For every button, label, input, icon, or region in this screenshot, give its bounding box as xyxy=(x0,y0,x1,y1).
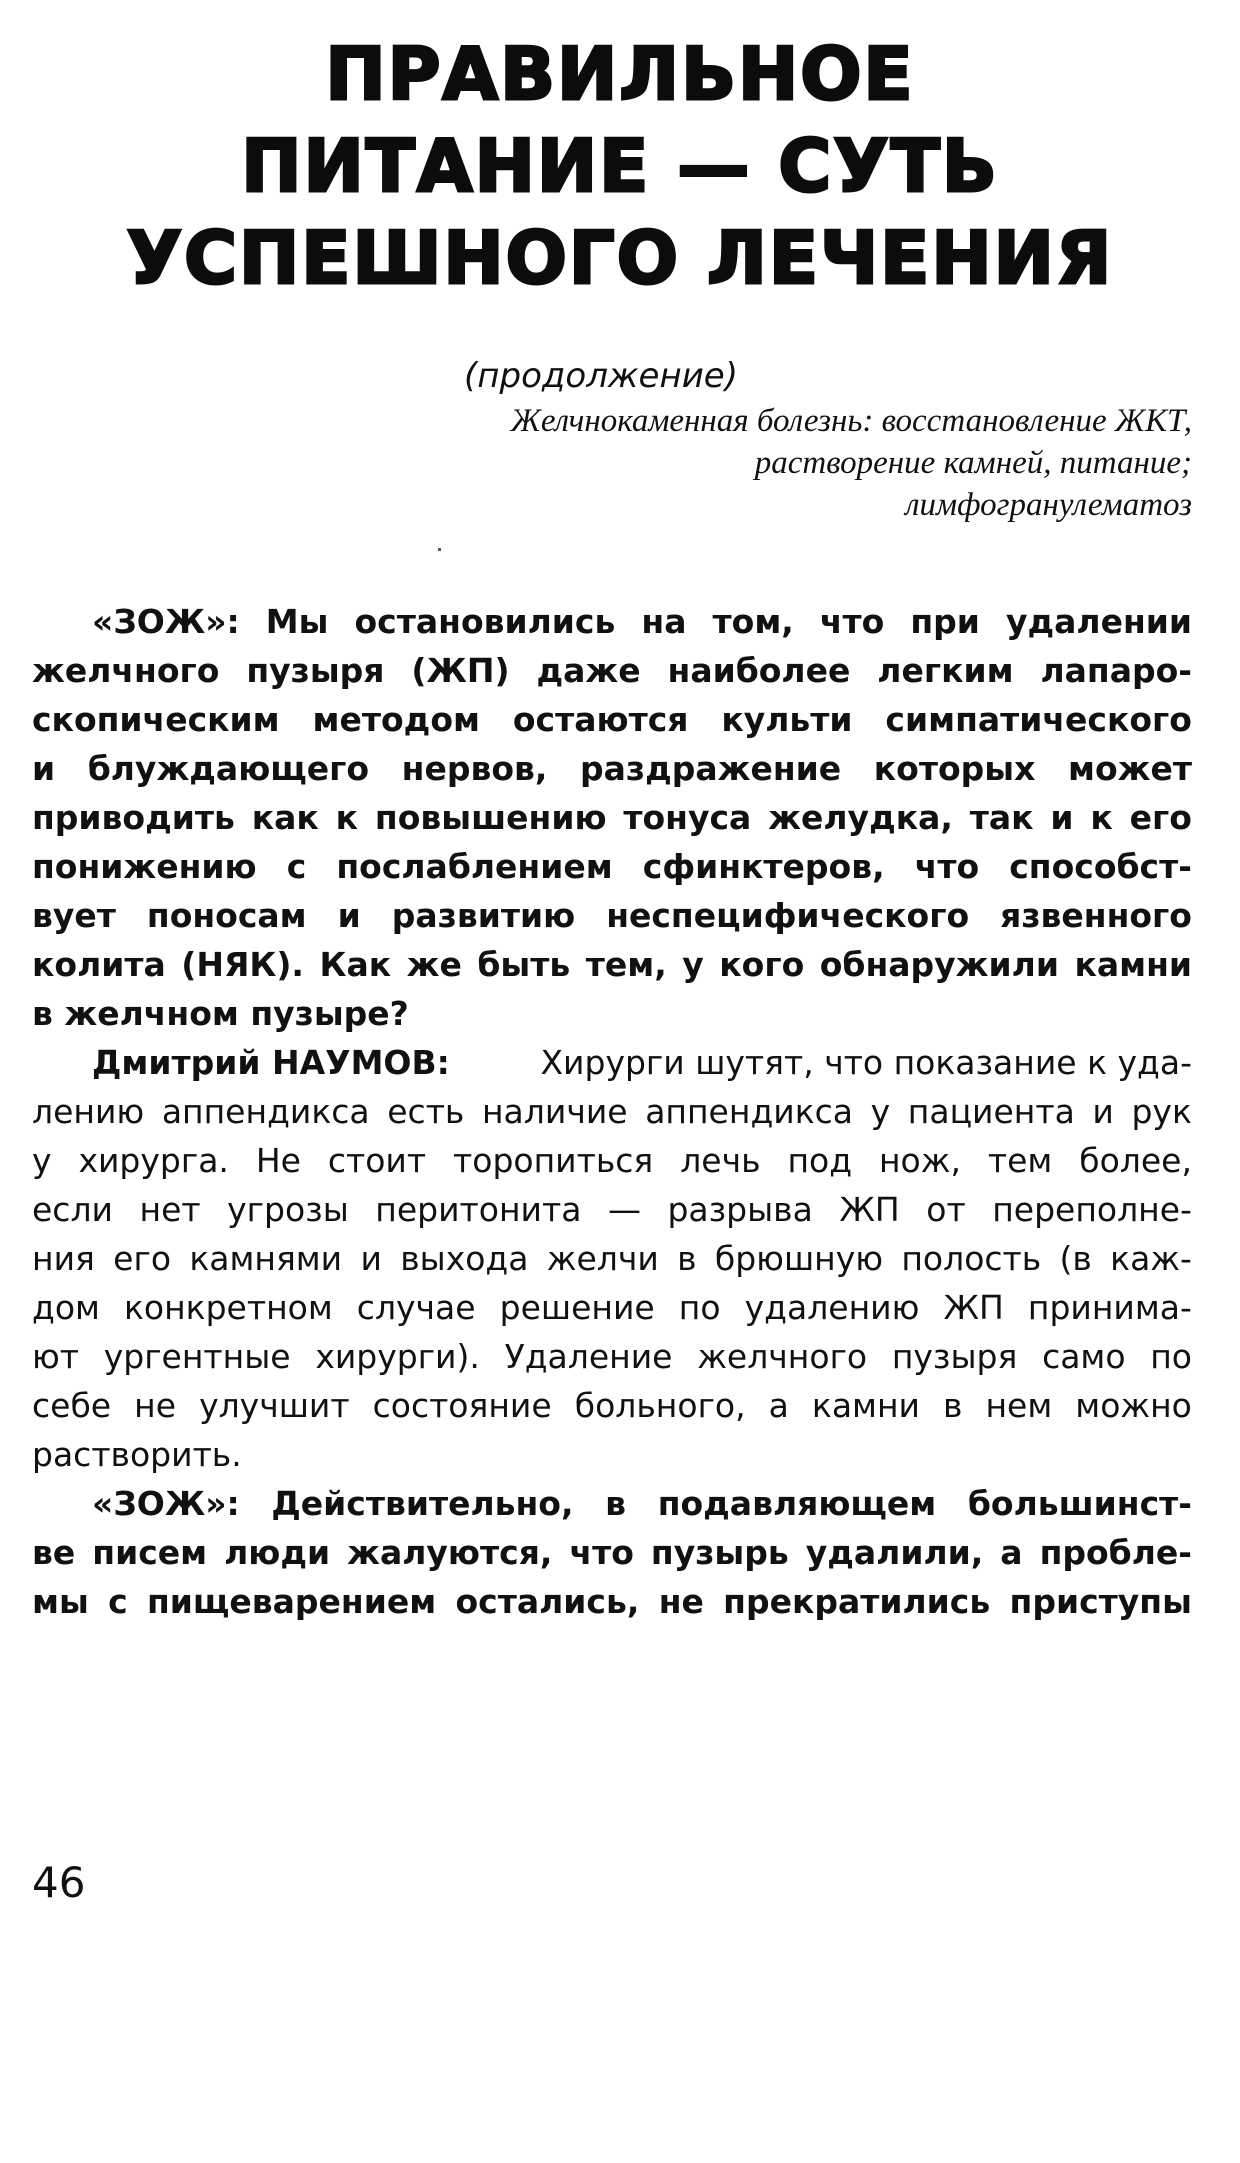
title-line-3: УСПЕШНОГО ЛЕЧЕНИЯ xyxy=(126,216,1114,300)
text-line: «ЗОЖ»: Действительно, в подавляющем большинст- xyxy=(92,1484,1192,1523)
title-line-2: ПИТАНИЕ — СУТЬ xyxy=(241,124,999,208)
text-line: и блуждающего нервов, раздражение которых может xyxy=(32,749,1192,788)
text-line: понижению с послаблением сфинктеров, что способст- xyxy=(32,847,1192,886)
subtitle-line-2: растворение камней, питание; xyxy=(754,445,1192,481)
text-line: приводить как к повышению тонуса желудка, так и к его xyxy=(32,798,1192,837)
text-line: «ЗОЖ»: Мы остановились на том, что при удалении xyxy=(92,602,1192,641)
text-line: ют ургентные хирурги). Удаление желчного пузыря само по xyxy=(32,1337,1192,1376)
text-line: лению аппендикса есть наличие аппендикса у пациента и рук xyxy=(32,1092,1192,1131)
article-title xyxy=(60,28,1180,304)
text-line: дом конкретном случае решение по удалению ЖП принима- xyxy=(32,1288,1192,1327)
paragraph-1 xyxy=(32,597,1192,1038)
subtitle-line-1: Желчнокаменная болезнь: восстановление ЖКТ, xyxy=(510,403,1192,439)
paragraph-3 xyxy=(32,1479,1192,1626)
text-line: себе не улучшит состояние больного, а камни в нем можно xyxy=(32,1386,1192,1425)
text-line: ве писем люди жалуются, что пузырь удалили, а пробле- xyxy=(32,1533,1192,1572)
page-number: 46 xyxy=(32,1858,86,1907)
text-line: в желчном пузыре? xyxy=(32,994,409,1033)
text-line xyxy=(32,1038,1192,1087)
article-subtitle xyxy=(292,400,1192,526)
article-body xyxy=(32,597,1192,1626)
text-line: вует поносам и развитию неспецифического язвенного xyxy=(32,896,1192,935)
text-line: скопическим методом остаются культи симпатического xyxy=(32,700,1192,739)
text-line: мы с пищеварением остались, не прекратились приступы xyxy=(32,1582,1192,1621)
subtitle-line-3: лимфогранулематоз xyxy=(905,487,1192,523)
text-line: колита (НЯК). Как же быть тем, у кого обнаружили камни xyxy=(32,945,1192,984)
paragraph-2 xyxy=(32,1038,1192,1479)
text-line: ния его камнями и выхода желчи в брюшную полость (в каж- xyxy=(32,1239,1192,1278)
title-line-1: ПРАВИЛЬНОЕ xyxy=(325,32,915,116)
text-line: у хирурга. Не стоит торопиться лечь под нож, тем более, xyxy=(32,1141,1192,1180)
continuation-note: (продолжение) xyxy=(464,356,738,396)
text-line: желчного пузыря (ЖП) даже наиболее легким лапаро- xyxy=(32,651,1192,690)
text-line: если нет угрозы перитонита — разрыва ЖП от переполне- xyxy=(32,1190,1192,1229)
first-line-text: Хирурги шутят, что показание к уда- xyxy=(540,1043,1192,1082)
speaker-name: Дмитрий НАУМОВ: xyxy=(92,1043,450,1082)
text-line: растворить. xyxy=(32,1435,242,1474)
scan-speck xyxy=(438,548,441,551)
